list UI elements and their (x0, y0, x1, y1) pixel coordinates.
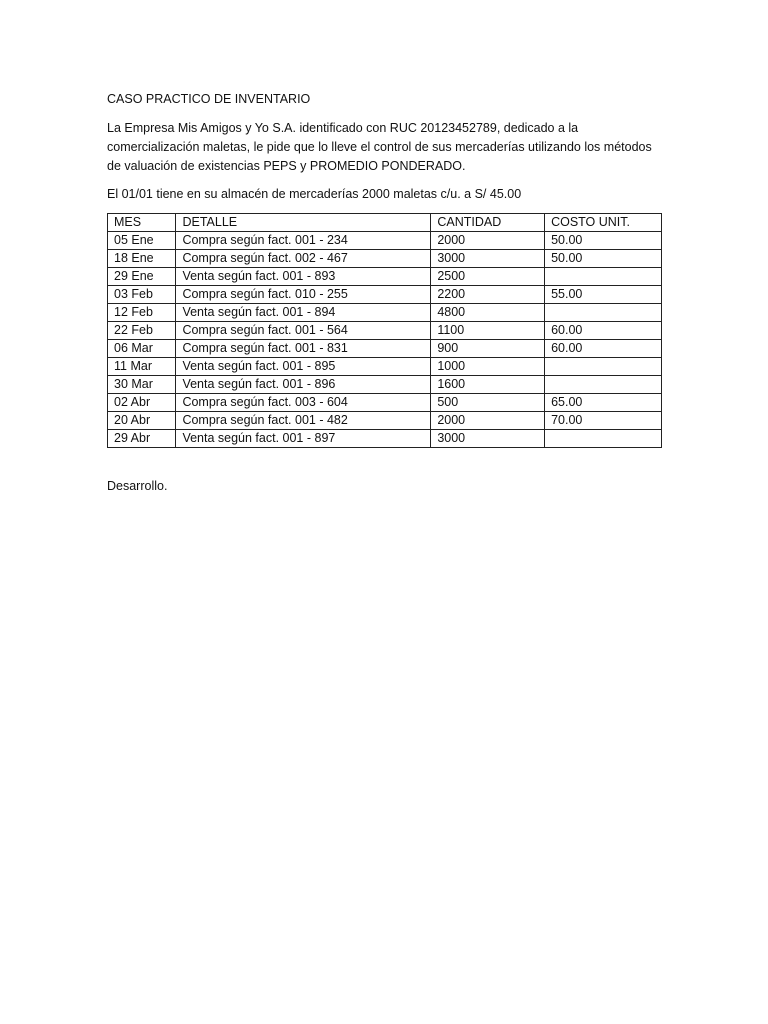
cell-mes: 06 Mar (108, 340, 176, 358)
table-row (108, 322, 662, 340)
cell-cantidad: 2000 (431, 232, 545, 250)
cell-costo-unit: 50.00 (545, 250, 662, 268)
cell-costo-unit: 70.00 (545, 412, 662, 430)
cell-cantidad: 3000 (431, 250, 545, 268)
cell-detalle: Compra según fact. 010 - 255 (176, 286, 431, 304)
document-page (107, 90, 667, 496)
table-row (108, 286, 662, 304)
intro-line: comercialización maletas, le pide que lo lleve el control de sus mercaderías utilizando los métodos (107, 140, 652, 154)
cell-mes: 05 Ene (108, 232, 176, 250)
cell-costo-unit: 55.00 (545, 286, 662, 304)
cell-detalle: Compra según fact. 001 - 234 (176, 232, 431, 250)
cell-costo-unit (545, 268, 662, 286)
table-row (108, 304, 662, 322)
cell-mes: 11 Mar (108, 358, 176, 376)
cell-costo-unit: 60.00 (545, 340, 662, 358)
cell-mes: 20 Abr (108, 412, 176, 430)
cell-detalle: Venta según fact. 001 - 895 (176, 358, 431, 376)
development-label: Desarrollo. (107, 479, 168, 493)
table-body (108, 232, 662, 448)
cell-detalle: Venta según fact. 001 - 896 (176, 376, 431, 394)
cell-cantidad: 2500 (431, 268, 545, 286)
cell-cantidad: 3000 (431, 430, 545, 448)
cell-costo-unit (545, 430, 662, 448)
cell-detalle: Compra según fact. 001 - 831 (176, 340, 431, 358)
header-cantidad: CANTIDAD (431, 214, 545, 232)
cell-cantidad: 500 (431, 394, 545, 412)
table-row (108, 268, 662, 286)
cell-costo-unit (545, 304, 662, 322)
intro-line: La Empresa Mis Amigos y Yo S.A. identificado con RUC 20123452789, dedicado a la (107, 121, 579, 135)
header-mes: MES (108, 214, 176, 232)
intro-paragraph (107, 119, 667, 176)
cell-cantidad: 1600 (431, 376, 545, 394)
stock-statement: El 01/01 tiene en su almacén de mercaderías 2000 maletas c/u. a S/ 45.00 (107, 187, 522, 201)
cell-costo-unit: 65.00 (545, 394, 662, 412)
cell-cantidad: 900 (431, 340, 545, 358)
cell-detalle: Compra según fact. 001 - 564 (176, 322, 431, 340)
cell-costo-unit: 50.00 (545, 232, 662, 250)
document-title: CASO PRACTICO DE INVENTARIO (107, 92, 311, 106)
cell-cantidad: 2000 (431, 412, 545, 430)
cell-mes: 29 Abr (108, 430, 176, 448)
cell-costo-unit: 60.00 (545, 322, 662, 340)
cell-costo-unit (545, 376, 662, 394)
table-row (108, 232, 662, 250)
header-costo-unit: COSTO UNIT. (545, 214, 662, 232)
table-row (108, 412, 662, 430)
cell-mes: 02 Abr (108, 394, 176, 412)
cell-mes: 22 Feb (108, 322, 176, 340)
cell-cantidad: 1100 (431, 322, 545, 340)
cell-mes: 03 Feb (108, 286, 176, 304)
cell-detalle: Compra según fact. 003 - 604 (176, 394, 431, 412)
intro-line: de valuación de existencias PEPS y PROMEDIO PONDERADO. (107, 159, 466, 173)
header-detalle: DETALLE (176, 214, 431, 232)
table-row (108, 250, 662, 268)
cell-mes: 30 Mar (108, 376, 176, 394)
table-row (108, 376, 662, 394)
cell-costo-unit (545, 358, 662, 376)
table-row (108, 340, 662, 358)
cell-mes: 29 Ene (108, 268, 176, 286)
cell-detalle: Venta según fact. 001 - 893 (176, 268, 431, 286)
cell-cantidad: 1000 (431, 358, 545, 376)
cell-cantidad: 4800 (431, 304, 545, 322)
cell-mes: 12 Feb (108, 304, 176, 322)
inventory-table (107, 213, 662, 448)
cell-detalle: Compra según fact. 001 - 482 (176, 412, 431, 430)
table-row (108, 358, 662, 376)
cell-detalle: Venta según fact. 001 - 897 (176, 430, 431, 448)
cell-detalle: Venta según fact. 001 - 894 (176, 304, 431, 322)
cell-mes: 18 Ene (108, 250, 176, 268)
table-row (108, 430, 662, 448)
cell-cantidad: 2200 (431, 286, 545, 304)
table-header-row (108, 214, 662, 232)
cell-detalle: Compra según fact. 002 - 467 (176, 250, 431, 268)
table-row (108, 394, 662, 412)
